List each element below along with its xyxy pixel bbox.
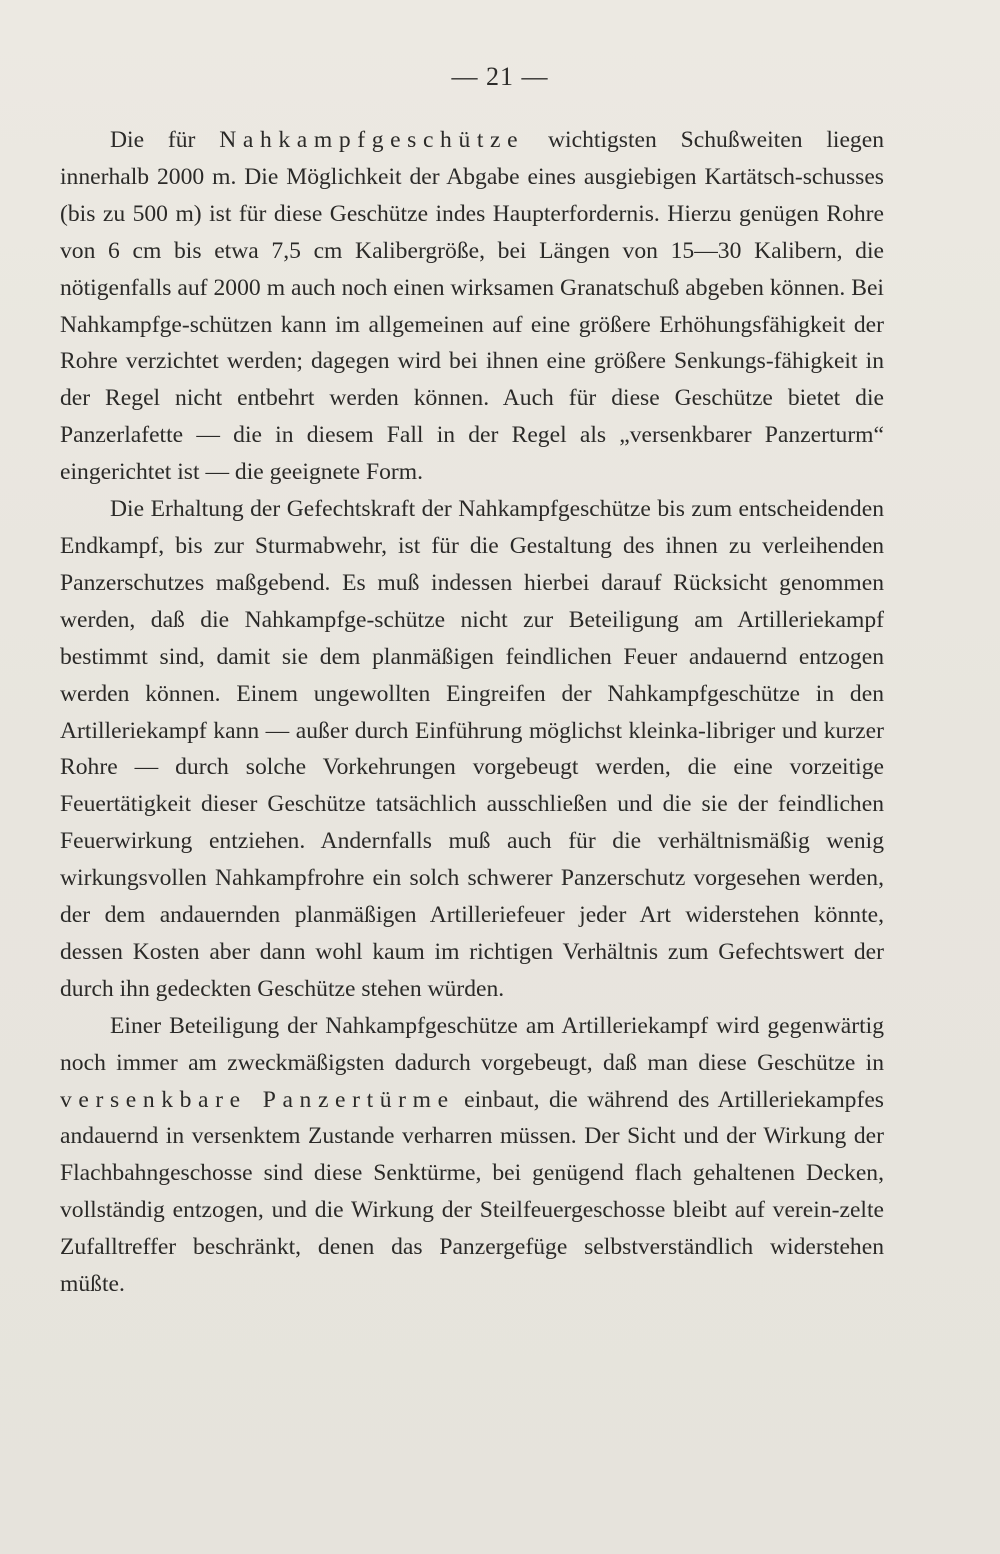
paragraph-3-start: Einer Beteiligung der Nahkampfgeschütze am Artilleriekampf wird gegenwärtig noch immer am zweckmäßigsten dadurch vorgebeugt, daß man diese Geschütze in <box>60 1012 884 1076</box>
page-number: — 21 — <box>451 62 549 91</box>
paragraph-3-rest: einbaut, die während des Artilleriekampfes andauernd in versenktem Zustande verharren müssen. Der Sicht und der Wirkung der Flachbahngeschosse sind diese Senktürme, bei genügend flach gehaltenen Decken, vollständig entzogen, und die Wirkung der Steilfeuergeschosse bleibt auf verein-zelte Zufalltreffer beschränkt, denen das Panzergefüge selbstverständlich widerstehen müßte. <box>60 1086 884 1298</box>
paragraph-1 <box>60 122 884 491</box>
paragraph-2: Die Erhaltung der Gefechtskraft der Nahkampfgeschütze bis zum entscheidenden Endkampf, bis zur Sturmabwehr, ist für die Gestaltung des ihnen zu verleihenden Panzerschutzes maßgebend. Es muß indessen hierbei darauf Rücksicht genommen werden, daß die Nahkampfge-schütze nicht zur Beteiligung am Artilleriekampf bestimmt sind, damit sie dem planmäßigen feindlichen Feuer andauernd entzogen werden können. Einem ungewollten Eingreifen der Nahkampfgeschütze in den Artilleriekampf kann — außer durch Einführung möglichst kleinka-libriger und kurzer Rohre — durch solche Vorkehrungen vorgebeugt werden, die eine vorzeitige Feuertätigkeit dieser Geschütze tatsächlich ausschließen und die sie der feindlichen Feuerwirkung entziehen. Andernfalls muß auch für die verhältnismäßig wenig wirkungsvollen Nahkampfrohre ein solch schwerer Panzerschutz vorgesehen werden, der dem andauernden planmäßigen Artilleriefeuer jeder Art widerstehen könnte, dessen Kosten aber dann wohl kaum im richtigen Verhältnis zum Gefechtswert der durch ihn gedeckten Geschütze stehen würden. <box>60 496 884 1002</box>
paragraph-1-rest: wichtigsten Schußweiten liegen innerhalb 2000 m. Die Möglichkeit der Abgabe eines ausgiebigen Kartätsch-schusses (bis zu 500 m) ist für diese Geschütze indes Haupterfordernis. Hierzu genügen Rohre von 6 cm bis etwa 7,5 cm Kalibergröße, bei Längen von 15—30 Kalibern, die nötigenfalls auf 2000 m auch noch einen wirksamen Granatschuß abgeben können. Bei Nahkampfge-schützen kann im allgemeinen auf eine größere Erhöhungsfähigkeit der Rohre verzichtet werden; dagegen wird bei ihnen eine größere Senkungs-fähigkeit in der Regel nicht entbehrt werden können. Auch für diese Geschütze bietet die Panzerlafette — die in diesem Fall in der Regel als „versenkbarer Panzerturm“ eingerichtet ist — die geeignete Form. <box>60 127 884 486</box>
emphasis-versenkbare-panzertuerme: versenkbare Panzertürme <box>60 1086 455 1113</box>
emphasis-nahkampfgeschuetze: Nahkampfgeschütze <box>219 127 525 153</box>
paragraph-1-start: Die für <box>110 127 220 153</box>
body-text <box>60 122 884 1303</box>
paragraph-3 <box>60 1008 884 1303</box>
